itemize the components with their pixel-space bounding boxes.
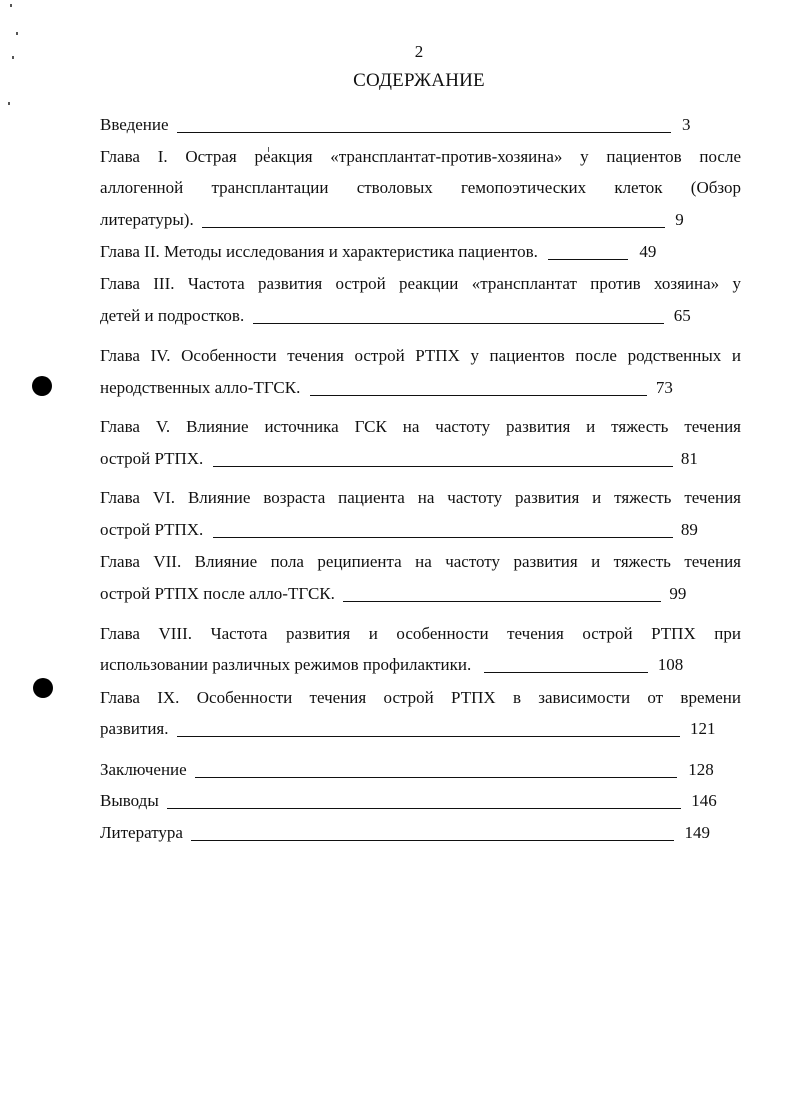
- toc-entry-findings[interactable]: [100, 789, 717, 813]
- toc-entry-conclusion[interactable]: [100, 758, 714, 782]
- toc-leader: [195, 777, 677, 778]
- toc-entry-chapter-9-last[interactable]: [100, 717, 715, 741]
- scan-speck: [8, 102, 10, 105]
- toc-entry-chapter-6-line[interactable]: Глава VI. Влияние возраста пациента на частоту развития и тяжесть течения: [100, 488, 741, 507]
- toc-page-number: 9: [675, 210, 684, 229]
- toc-entry-chapter-8-line[interactable]: Глава VIII. Частота развития и особенности течения острой РТПХ при: [100, 624, 741, 643]
- toc-page-number: 49: [639, 242, 657, 261]
- toc-page-number: 128: [688, 760, 714, 779]
- toc-entry-chapter-5-line[interactable]: Глава V. Влияние источника ГСК на частоту развития и тяжесть течения: [100, 417, 741, 436]
- page-number: 2: [414, 42, 424, 61]
- toc-entry-chapter-3-last[interactable]: [100, 304, 691, 328]
- toc-leader: [202, 227, 665, 228]
- toc-entry-label: Выводы: [100, 791, 159, 810]
- toc-leader: [177, 132, 671, 133]
- toc-entry-label: Глава II. Методы исследования и характеристика пациентов.: [100, 242, 538, 261]
- toc-entry-label: Введение: [100, 115, 169, 134]
- toc-entry-chapter-8-last[interactable]: [100, 653, 683, 677]
- toc-page-number: 73: [655, 378, 673, 397]
- punch-hole-top: [32, 376, 52, 396]
- toc-page-number: 99: [669, 584, 687, 603]
- toc-leader: [343, 601, 661, 602]
- toc-entry-chapter-2[interactable]: [100, 240, 656, 264]
- toc-entry-chapter-7-last[interactable]: [100, 582, 686, 606]
- toc-entry-chapter-1-last[interactable]: [100, 208, 684, 232]
- toc-page-number: 89: [680, 520, 698, 539]
- page-title: СОДЕРЖАНИЕ: [353, 70, 485, 91]
- toc-entry-literature[interactable]: [100, 821, 710, 845]
- toc-leader: [213, 466, 673, 467]
- toc-entry-chapter-7-line[interactable]: Глава VII. Влияние пола реципиента на частоту развития и тяжесть течения: [100, 552, 741, 571]
- toc-leader: [191, 840, 674, 841]
- toc-entry-label: литературы).: [100, 210, 194, 229]
- toc-entry-label: Литература: [100, 823, 183, 842]
- toc-page-number: 121: [689, 719, 716, 738]
- toc-leader: [167, 808, 681, 809]
- toc-entry-chapter-6-last[interactable]: [100, 518, 698, 542]
- toc-entry-chapter-1-line[interactable]: Глава I. Острая реакция «трансплантат-против-хозяина» у пациентов после: [100, 147, 741, 166]
- punch-hole-bottom: [33, 678, 53, 698]
- toc-page-number: 149: [684, 823, 710, 842]
- toc-entry-chapter-4-last[interactable]: [100, 376, 673, 400]
- toc-leader: [548, 259, 628, 260]
- toc-entry-label: острой РТПХ.: [100, 520, 204, 539]
- toc-leader: [213, 537, 673, 538]
- toc-entry-label: Заключение: [100, 760, 187, 779]
- toc-page-number: 146: [691, 791, 717, 810]
- toc-entry-chapter-5-last[interactable]: [100, 447, 698, 471]
- toc-entry-chapter-4-line[interactable]: Глава IV. Особенности течения острой РТПХ у пациентов после родственных и: [100, 346, 741, 365]
- toc-entry-label: острой РТПХ.: [100, 449, 204, 468]
- toc-page-number: 108: [657, 655, 684, 674]
- toc-entry-chapter-9-line[interactable]: Глава IX. Особенности течения острой РТПХ в зависимости от времени: [100, 688, 741, 707]
- toc-page-number: 65: [673, 306, 691, 325]
- toc-entry-label: неродственных алло-ТГСК.: [100, 378, 301, 397]
- toc-entry-label: использовании различных режимов профилактики.: [100, 655, 472, 674]
- toc-leader: [253, 323, 664, 324]
- toc-leader: [177, 736, 680, 737]
- toc-page-number: 3: [682, 115, 691, 134]
- toc-page-number: 81: [680, 449, 698, 468]
- toc-entry-chapter-3-line[interactable]: Глава III. Частота развития острой реакции «трансплантат против хозяина» у: [100, 274, 741, 293]
- scan-speck: [16, 32, 18, 35]
- toc-entry-label: развития.: [100, 719, 169, 738]
- toc-entry-intro[interactable]: [100, 113, 691, 137]
- toc-entry-chapter-1-line[interactable]: аллогенной трансплантации стволовых гемопоэтических клеток (Обзор: [100, 178, 741, 197]
- toc-entry-label: детей и подростков.: [100, 306, 245, 325]
- scan-speck: [10, 4, 12, 7]
- toc-entry-label: острой РТПХ после алло-ТГСК.: [100, 584, 335, 603]
- toc-leader: [310, 395, 647, 396]
- toc-leader: [484, 672, 648, 673]
